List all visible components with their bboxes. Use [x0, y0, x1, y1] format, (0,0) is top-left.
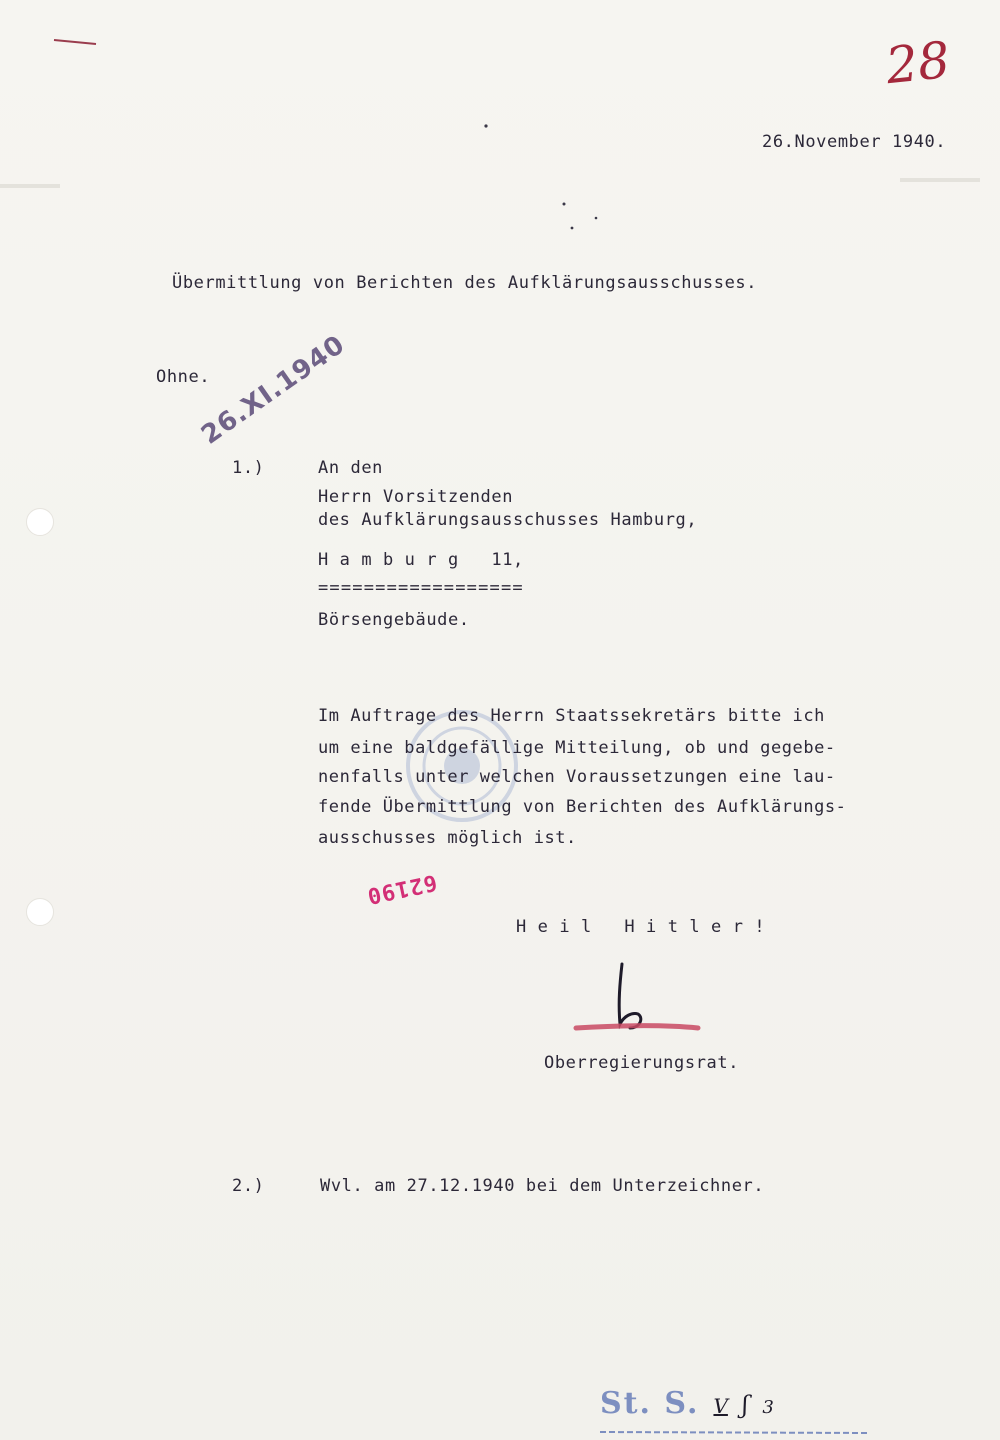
handwritten-signature — [568, 958, 708, 1048]
body-line-4: fende Übermittlung von Berichten des Aufklärungs- — [318, 797, 847, 817]
address-underline: ================== — [318, 578, 524, 598]
address-building: Börsengebäude. — [318, 610, 470, 630]
enclosure-line: Ohne. — [156, 367, 211, 387]
body-line-1: Im Auftrage des Herrn Staatssekretärs bitte ich — [318, 706, 825, 726]
red-number-stamp: 62190 — [364, 868, 440, 909]
body-line-3: nenfalls unter welchen Voraussetzungen eine lau- — [318, 767, 836, 787]
address-line-2: des Aufklärungsausschusses Hamburg, — [318, 510, 698, 530]
punch-hole-bottom — [26, 898, 54, 926]
signature-title: Oberregierungsrat. — [544, 1053, 740, 1073]
date-line: 26.November 1940. — [762, 132, 947, 152]
subject-line: Übermittlung von Berichten des Aufklärungsausschusses. — [172, 273, 758, 293]
file-mark: St. S. — [600, 1386, 700, 1421]
punch-hole-top — [26, 508, 54, 536]
folio-number: 28 — [883, 30, 953, 96]
body-line-5: ausschusses möglich ist. — [318, 828, 577, 848]
margin-tick — [900, 178, 980, 182]
file-reference-stamp — [600, 1386, 774, 1421]
date-stamp: 26.XI.1940 — [196, 329, 351, 451]
item-1-number: 1.) — [232, 458, 265, 478]
ink-specks — [470, 110, 670, 230]
address-salutation: An den — [318, 458, 384, 478]
item-2-text: Wvl. am 27.12.1940 bei dem Unterzeichner. — [320, 1176, 765, 1196]
closing-salutation: H e i l H i t l e r ! — [516, 917, 766, 937]
file-suffix: V — [713, 1394, 728, 1418]
file-number: 3 — [762, 1397, 774, 1418]
margin-tick — [0, 184, 60, 188]
address-line-1: Herrn Vorsitzenden — [318, 487, 514, 507]
body-line-2: um eine baldgefällige Mitteilung, ob und gegebe- — [318, 738, 836, 758]
top-left-pencil-stroke — [52, 32, 112, 52]
file-slash: ʃ — [741, 1391, 749, 1419]
item-2-number: 2.) — [232, 1176, 265, 1196]
address-city: H a m b u r g 11, — [318, 550, 524, 570]
file-reference-line — [598, 1428, 878, 1438]
